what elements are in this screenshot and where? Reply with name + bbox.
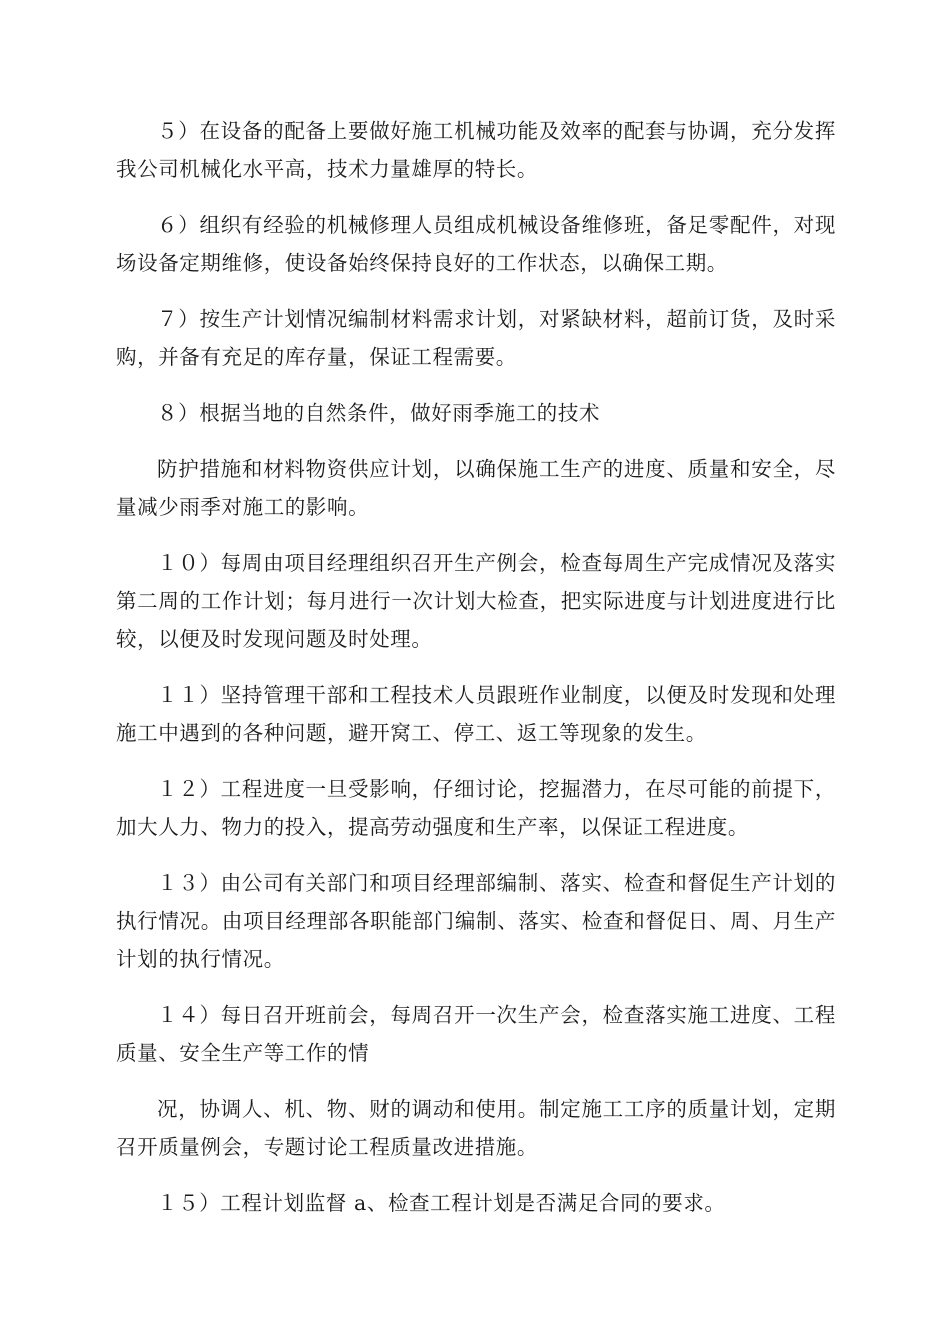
paragraph-item-6: ６）组织有经验的机械修理人员组成机械设备维修班，备足零配件，对现场设备定期维修，使设备始终保持良好的工作状态，以确保工期。 bbox=[116, 213, 836, 275]
paragraph-item-8: ８）根据当地的自然条件，做好雨季施工的技术 bbox=[157, 401, 601, 425]
paragraph-item-8-continued: 防护措施和材料物资供应计划，以确保施工生产的进度、质量和安全，尽量减少雨季对施工的影响。 bbox=[116, 457, 836, 519]
paragraph-item-14-continued: 况，协调人、机、物、财的调动和使用。制定施工工序的质量计划，定期召开质量例会，专题讨论工程质量改进措施。 bbox=[116, 1097, 836, 1159]
paragraph-item-12: １２）工程进度一旦受影响，仔细讨论，挖掘潜力，在尽可能的前提下，加大人力、物力的投入，提高劳动强度和生产率，以保证工程进度。 bbox=[116, 777, 836, 839]
paragraph-item-13: １３）由公司有关部门和项目经理部编制、落实、检查和督促生产计划的执行情况。由项目经理部各职能部门编制、落实、检查和督促日、周、月生产计划的执行情况。 bbox=[116, 871, 836, 971]
paragraph-item-15: １５）工程计划监督 a、检查工程计划是否满足合同的要求。 bbox=[157, 1191, 726, 1215]
paragraph-item-10: １０）每周由项目经理组织召开生产例会，检查每周生产完成情况及落实第二周的工作计划；每月进行一次计划大检查，把实际进度与计划进度进行比较，以便及时发现问题及时处理。 bbox=[116, 551, 836, 651]
paragraph-item-14: １４）每日召开班前会，每周召开一次生产会，检查落实施工进度、工程质量、安全生产等工作的情 bbox=[116, 1003, 836, 1065]
document-body bbox=[116, 112, 836, 1240]
paragraph-item-11: １１）坚持管理干部和工程技术人员跟班作业制度，以便及时发现和处理施工中遇到的各种问题，避开窝工、停工、返工等现象的发生。 bbox=[116, 683, 836, 745]
paragraph-item-5: ５）在设备的配备上要做好施工机械功能及效率的配套与协调，充分发挥我公司机械化水平高，技术力量雄厚的特长。 bbox=[116, 119, 836, 181]
paragraph-item-7: ７）按生产计划情况编制材料需求计划，对紧缺材料，超前订货，及时采购，并备有充足的库存量，保证工程需要。 bbox=[116, 307, 836, 369]
